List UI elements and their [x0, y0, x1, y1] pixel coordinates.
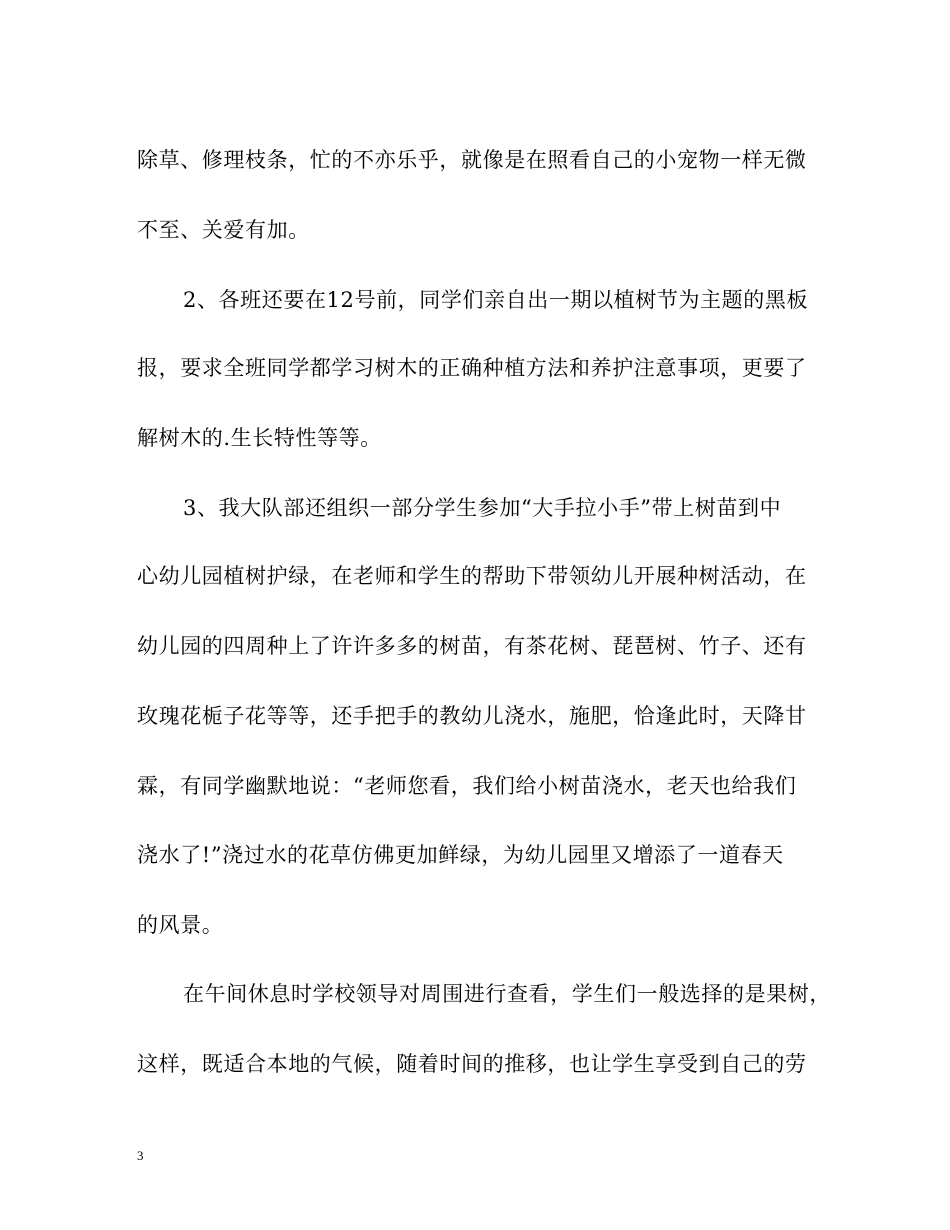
text-line: 浇水了!”浇过水的花草仿佛更加鲜绿，为幼儿园里又增添了一道春天 [137, 843, 784, 867]
paragraph-start-line: 3、我大队部还组织一部分学生参加“大手拉小手”带上树苗到中 [183, 496, 782, 520]
page-number: 3 [137, 1148, 144, 1163]
text-line: 霖，有同学幽默地说：“老师您看，我们给小树苗浇水，老天也给我们 [137, 774, 797, 798]
text-line: 不至、关爱有加。 [137, 218, 310, 242]
text-line: 幼儿园的四周种上了许许多多的树苗，有茶花树、琵琶树、竹子、还有 [137, 634, 807, 658]
text-line: 玫瑰花栀子花等等，还手把手的教幼儿浇水，施肥，恰逢此时，天降甘 [137, 704, 807, 728]
text-line: 这样，既适合本地的气候，随着时间的推移，也让学生享受到自己的劳 [137, 1052, 807, 1076]
text-line: 的风景。 [137, 913, 224, 937]
paragraph-start-line: 2、各班还要在12号前，同学们亲自出一期以植树节为主题的黑板 [183, 288, 809, 312]
text-line: 心幼儿园植树护绿，在老师和学生的帮助下带领幼儿开展种树活动，在 [137, 564, 807, 588]
text-line: 解树木的.生长特性等等。 [137, 426, 382, 450]
text-line: 除草、修理枝条，忙的不亦乐乎，就像是在照看自己的小宠物一样无微 [137, 148, 807, 172]
text-line: 报，要求全班同学都学习树木的正确种植方法和养护注意事项，更要了 [137, 356, 807, 380]
paragraph-start-line: 在午间休息时学校领导对周围进行查看，学生们一般选择的是果树， [183, 982, 831, 1006]
